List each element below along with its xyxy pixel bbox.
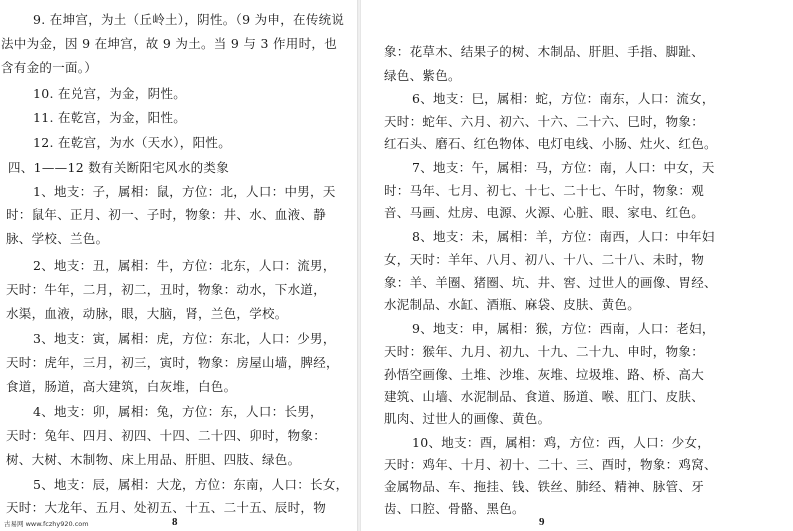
- text-line: 7、地支：午，属相：马，方位：南，人口：中女，天: [412, 160, 715, 175]
- text-line: 金属物品、车、拖挂、钱、铁丝、肺经、精神、脉管、牙: [384, 479, 705, 494]
- text-line: 天时：猴年、九月、初九、十九、二十九、申时，物象：: [384, 344, 705, 359]
- text-line: 音、马画、灶房、电源、火源、心脏、眼、家电、红色。: [384, 205, 705, 220]
- section-heading: 四、1——12 数有关断阳宅风水的类象: [8, 160, 230, 175]
- page-gutter: [357, 0, 361, 531]
- text-line: 8、地支：未，属相：羊，方位：南西，人口：中年妇: [412, 229, 715, 244]
- text-line: 法中为金，因 9 在坤宫，故 9 为土。当 9 与 3 作用时，也: [1, 36, 337, 51]
- text-line: 象：花草木、结果子的树、木制品、肝胆、手指、脚趾、: [384, 44, 705, 59]
- text-line: 3、地支：寅，属相：虎，方位：东北，人口：少男，: [33, 331, 336, 346]
- text-line: 食道，肠道，高大建筑，白灰堆，白色。: [6, 379, 237, 394]
- text-line: 天时：大龙年、五月、处初五、十五、二十五、辰时，物: [6, 500, 327, 515]
- text-line: 绿色、紫色。: [384, 68, 461, 83]
- text-line: 水渠，血液，动脉，眼，大脑，肾，兰色，学校。: [6, 306, 288, 321]
- text-line: 水泥制品、水缸、酒瓶、麻袋、皮肤、黄色。: [384, 297, 641, 312]
- text-line: 天时：蛇年、六月、初六、十六、二十六、巳时，物象：: [384, 114, 705, 129]
- text-line: 10. 在兑宫，为金，阴性。: [33, 86, 187, 101]
- text-line: 时：鼠年、正月、初一、子时，物象：井、水、血液、静: [6, 207, 327, 222]
- text-line: 12. 在乾宫，为水（天水），阳性。: [33, 135, 232, 150]
- text-line: 树、大树、木制物、床上用品、肝胆、四肢、绿色。: [6, 452, 301, 467]
- watermark: 古易网 www.fczhy920.com: [4, 520, 89, 528]
- text-line: 时：马年、七月、初七、十七、二十七、午时，物象：观: [384, 183, 705, 198]
- text-line: 齿、口腔、骨骼、黑色。: [384, 501, 525, 516]
- text-line: 天时：兔年、四月、初四、十四、二十四、卯时，物象：: [6, 428, 327, 443]
- text-line: 女，天时：羊年、八月、初八、十八、二十八、未时，物: [384, 252, 705, 267]
- text-line: 象：羊、羊圈、猪圈、坑、井、窖、过世人的画像、胃经、: [384, 275, 717, 290]
- right-page: [362, 0, 793, 531]
- text-line: 红石头、磨石、红色物体、电灯电线、小肠、灶火、红色。: [384, 136, 717, 151]
- left-page: [0, 0, 360, 531]
- text-line: 10、地支：酉，属相：鸡，方位：西，人口：少女，: [412, 435, 711, 450]
- text-line: 2、地支：丑，属相：牛，方位：北东，人口：流男，: [33, 258, 336, 273]
- text-line: 1、地支：子，属相：鼠，方位：北，人口：中男，天: [33, 184, 336, 199]
- text-line: 天时：鸡年、十月、初十、二十、三、酉时，物象：鸡窝、: [384, 457, 717, 472]
- page-number: 9: [539, 516, 545, 528]
- text-line: 肌肉、过世人的画像、黄色。: [384, 411, 551, 426]
- text-line: 6、地支：巳，属相：蛇，方位：南东，人口：流女，: [412, 91, 715, 106]
- text-line: 天时：牛年，二月，初二，丑时，物象：动水，下水道，: [6, 282, 327, 297]
- text-line: 9. 在坤宫，为土（丘岭土），阴性。（9 为申，在传统说: [33, 12, 345, 27]
- text-line: 9、地支：申，属相：猴，方位：西南，人口：老妇，: [412, 321, 715, 336]
- text-line: 5、地支：辰，属相：大龙，方位：东南，人口：长女，: [33, 477, 349, 492]
- text-line: 脉、学校、兰色。: [6, 231, 109, 246]
- text-line: 4、地支：卯，属相：兔，方位：东，人口：长男，: [33, 404, 323, 419]
- text-line: 建筑、山墙、水泥制品、食道、肠道、喉、肛门、皮肤、: [384, 389, 705, 404]
- text-line: 含有金的一面。）: [1, 60, 98, 75]
- page-number: 8: [172, 516, 178, 528]
- text-line: 孙悟空画像、土堆、沙堆、灰堆、垃圾堆、路、桥、高大: [384, 367, 705, 382]
- text-line: 11. 在乾宫，为金，阳性。: [33, 110, 187, 125]
- text-line: 天时：虎年，三月，初三，寅时，物象：房屋山墙，脾经，: [6, 355, 339, 370]
